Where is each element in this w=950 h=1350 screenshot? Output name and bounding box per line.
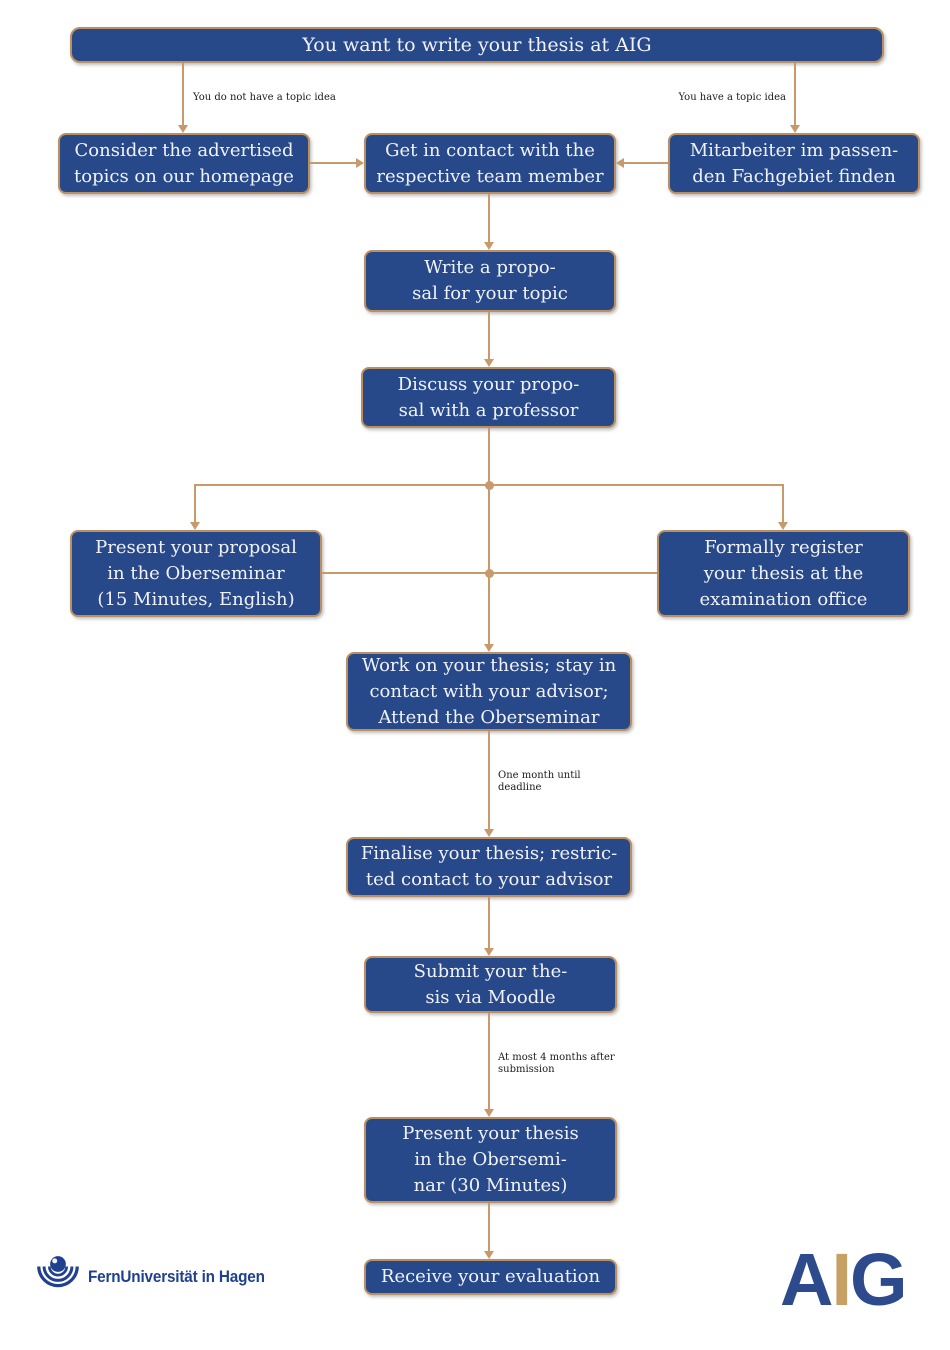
node-get-in-contact: Get in contact with the respective team member xyxy=(364,133,616,194)
node-work-on-thesis: Work on your thesis; stay in contact with your advisor; Attend the Oberseminar xyxy=(346,652,632,731)
edge-write-to-discuss-arrowhead xyxy=(484,359,494,367)
edge-consider-to-contact-arrowhead xyxy=(356,158,364,168)
aig-logo xyxy=(780,1238,906,1321)
aig-letter: G xyxy=(850,1238,906,1321)
edge-write-to-discuss-line xyxy=(488,312,490,359)
edge-start-to-consider-arrowhead xyxy=(178,125,188,133)
node-finalise-thesis: Finalise your thesis; restric- ted contact to your advisor xyxy=(346,837,632,897)
edge-split-to-register-arrowhead xyxy=(778,522,788,530)
edge-work-to-finalise-arrowhead xyxy=(484,829,494,837)
edge-submit-to-present-arrowhead xyxy=(484,1109,494,1117)
aig-letter: I xyxy=(831,1238,851,1321)
edge-split-to-present-arrowhead xyxy=(190,522,200,530)
edge-mitarbeiter-to-contact-arrowhead xyxy=(616,158,624,168)
edge-finalise-to-submit-line xyxy=(488,897,490,948)
edge-label-no-topic-idea: You do not have a topic idea xyxy=(193,92,336,103)
node-write-proposal: Write a propo- sal for your topic xyxy=(364,250,616,312)
edge-trunk-to-work-arrowhead xyxy=(484,644,494,652)
node-discuss-proposal: Discuss your propo- sal with a professor xyxy=(361,367,616,428)
node-present-proposal-oberseminar: Present your proposal in the Oberseminar (15 Minutes, English) xyxy=(70,530,322,617)
edge-contact-to-write-arrowhead xyxy=(484,242,494,250)
edge-label-four-months: At most 4 months after submission xyxy=(498,1052,615,1075)
edge-contact-to-write-line xyxy=(488,194,490,242)
edge-present-to-receive-arrowhead xyxy=(484,1251,494,1259)
edge-split-to-present-line xyxy=(194,485,196,522)
node-start: You want to write your thesis at AIG xyxy=(70,27,884,63)
edge-discuss-to-work-trunk-line xyxy=(488,428,490,644)
edge-label-has-topic-idea: You have a topic idea xyxy=(678,92,786,103)
node-register-thesis: Formally register your thesis at the examination office xyxy=(657,530,910,617)
edge-start-to-mitarbeiter-arrowhead xyxy=(790,125,800,133)
edge-finalise-to-submit-arrowhead xyxy=(484,948,494,956)
edge-consider-to-contact-line xyxy=(310,162,356,164)
edge-split-to-register-line xyxy=(782,485,784,522)
edge-start-to-mitarbeiter-line xyxy=(794,63,796,125)
edge-mitarbeiter-to-contact-line xyxy=(624,162,668,164)
node-submit-thesis: Submit your the- sis via Moodle xyxy=(364,956,617,1013)
edge-label-one-month: One month until deadline xyxy=(498,770,581,793)
fernuni-logo xyxy=(34,1252,284,1302)
node-receive-evaluation: Receive your evaluation xyxy=(364,1259,617,1295)
junction-dot-merge xyxy=(485,569,494,578)
junction-dot-split xyxy=(485,481,494,490)
node-present-thesis-oberseminar: Present your thesis in the Obersemi- nar (30 Minutes) xyxy=(364,1117,617,1203)
edge-submit-to-present-line xyxy=(488,1013,490,1109)
edge-start-to-consider-line xyxy=(182,63,184,125)
edge-work-to-finalise-line xyxy=(488,731,490,829)
fernuni-logo-text: FernUniversität in Hagen xyxy=(88,1267,265,1286)
node-consider-topics: Consider the advertised topics on our homepage xyxy=(58,133,310,194)
aig-letter: A xyxy=(780,1238,832,1321)
edge-present-to-receive-line xyxy=(488,1203,490,1251)
node-mitarbeiter-finden: Mitarbeiter im passen- den Fachgebiet finden xyxy=(668,133,920,194)
fernuni-icon xyxy=(34,1252,82,1302)
